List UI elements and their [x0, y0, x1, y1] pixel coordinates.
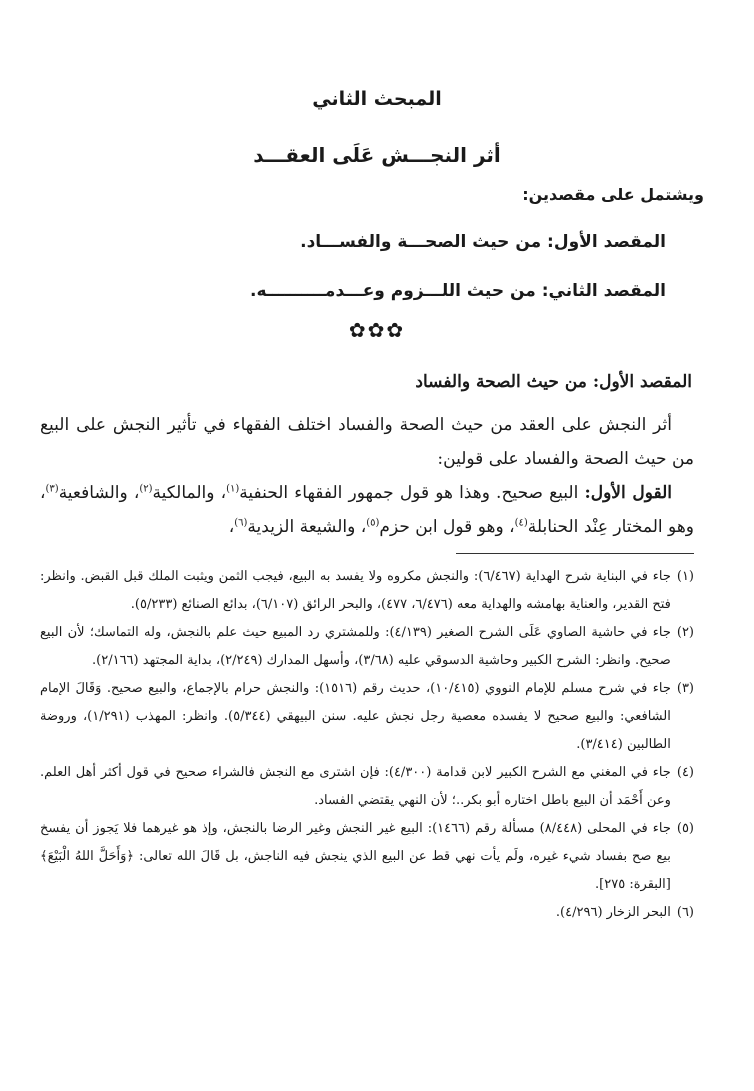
- footnote-number: (٤): [676, 765, 694, 780]
- footnote-number: (٥): [676, 821, 694, 836]
- ornament-divider: ✿✿✿: [348, 318, 406, 342]
- footnote: [40, 563, 694, 619]
- objective-second: المقصد الثاني: من حيث اللـــزوم وعـــدمــــــــــه.: [250, 281, 666, 301]
- section-heading: المقصد الأول: من حيث الصحة والفساد: [415, 372, 692, 392]
- footnote-text: جاء في حاشية الصاوي عَلَى الشرح الصغير (٤/١٣٩): وللمشتري رد المبيع حيث علم بالنجش، وله التماسك؛ لأن البيع صحيح. وانظر: الشرح الكبير وحاشية الدسوقي عليه (٣/٦٨)، وأسهل المدارك (٢/٢٤٩)، بداية المجتهد (٢/١٦٦).: [40, 625, 671, 668]
- footnote-ref[interactable]: (٥): [366, 517, 380, 529]
- first-opinion-label: القول الأول:: [584, 483, 673, 503]
- footnote: [40, 675, 694, 759]
- footnote: [40, 815, 694, 899]
- footnote-divider: [456, 553, 694, 554]
- footnote-number: (٣): [676, 681, 694, 696]
- opinion-text: ، وهو المختار عِنْد الحنابلة: [40, 483, 694, 537]
- footnote-ref[interactable]: (٦): [234, 517, 248, 529]
- opinion-text: ،: [228, 517, 235, 537]
- footnote-number: (١): [676, 569, 694, 584]
- footnote-ref[interactable]: (٣): [45, 483, 59, 495]
- footnote-text: البحر الزخار (٤/٢٩٦).: [555, 905, 671, 920]
- footnote-text: جاء في المغني مع الشرح الكبير لابن قدامة (٤/٣٠٠): فإن اشترى مع النجش فالشراء صحيح في قول أكثر أهل العلم. وعن أَحْمَد أن البيع باطل اختاره أبو بكر..؛ لأن النهي يقتضي الفساد.: [40, 765, 671, 808]
- opinion-text: ، وهو قول ابن حزم: [379, 517, 515, 537]
- footnote-ref[interactable]: (٢): [139, 483, 153, 495]
- footnotes: [40, 563, 694, 927]
- opinion-text: ، والشافعية: [58, 483, 140, 503]
- footnote-text: جاء في البناية شرح الهداية (٦/٤٦٧): والنجش مكروه ولا يفسد به البيع، فيجب الثمن ويثبت الملك قبل القبض. وانظر: فتح القدير، والعناية بهامشه والهداية معه (٦/٤٧٦، ٤٧٧)، والبحر الرائق (٦/١٠٧)، بدائع الصنائع (٥/٢٣٣).: [40, 569, 671, 612]
- main-title: أثر النجـــش عَلَى العقـــد: [253, 143, 501, 167]
- objective-first: المقصد الأول: من حيث الصحـــة والفســـاد.: [300, 232, 666, 252]
- footnote: [40, 899, 694, 927]
- footnote-text: جاء في المحلى (٨/٤٤٨) مسألة رقم (١٤٦٦): البيع غير النجش وغير الرضا بالنجش، وإذ هو غيرهما فلا يَجوز أن يفسخ بيع صح بفساد شيء غيره، ولَم يأت نهي قط عن البيع الذي ينجش فيه الناجش، بل قَالَ الله تعالى: ﴿وَأَحَلَّ اللهُ الْبَيْعَ﴾ [البقرة: ٢٧٥].: [40, 821, 671, 892]
- section-title: المبحث الثاني: [312, 88, 442, 110]
- footnote-number: (٦): [676, 905, 694, 920]
- opinion-text: ، والشيعة الزيدية: [247, 517, 367, 537]
- footnote: [40, 759, 694, 815]
- footnote-number: (٢): [676, 625, 694, 640]
- intro-line: ويشتمل على مقصدين:: [522, 185, 704, 204]
- footnote: [40, 619, 694, 675]
- opinion-text: البيع صحيح. وهذا هو قول جمهور الفقهاء الحنفية: [239, 483, 585, 503]
- footnote-ref[interactable]: (١): [226, 483, 240, 495]
- paragraph-intro: أثر النجش على العقد من حيث الصحة والفساد اختلف الفقهاء في تأثير النجش على البيع من حيث الصحة والفساد على قولين:: [40, 415, 694, 469]
- paragraph-first-opinion: [40, 476, 694, 544]
- opinion-text: ، والمالكية: [152, 483, 227, 503]
- footnote-text: جاء في شرح مسلم للإمام النووي (١٠/٤١٥)، حديث رقم (١٥١٦): والنجش حرام بالإجماع، والبيع صحيح. وَقَالَ الإمام الشافعي: والبيع صحيح لا يفسده معصية رجل نجش عليه. سنن البيهقي (٥/٣٤٤). وانظر: المهذب (١/٢٩١)، وروضة الطالبين (٣/٤١٤).: [40, 681, 671, 752]
- body-text: [40, 408, 694, 544]
- footnote-ref[interactable]: (٤): [514, 517, 528, 529]
